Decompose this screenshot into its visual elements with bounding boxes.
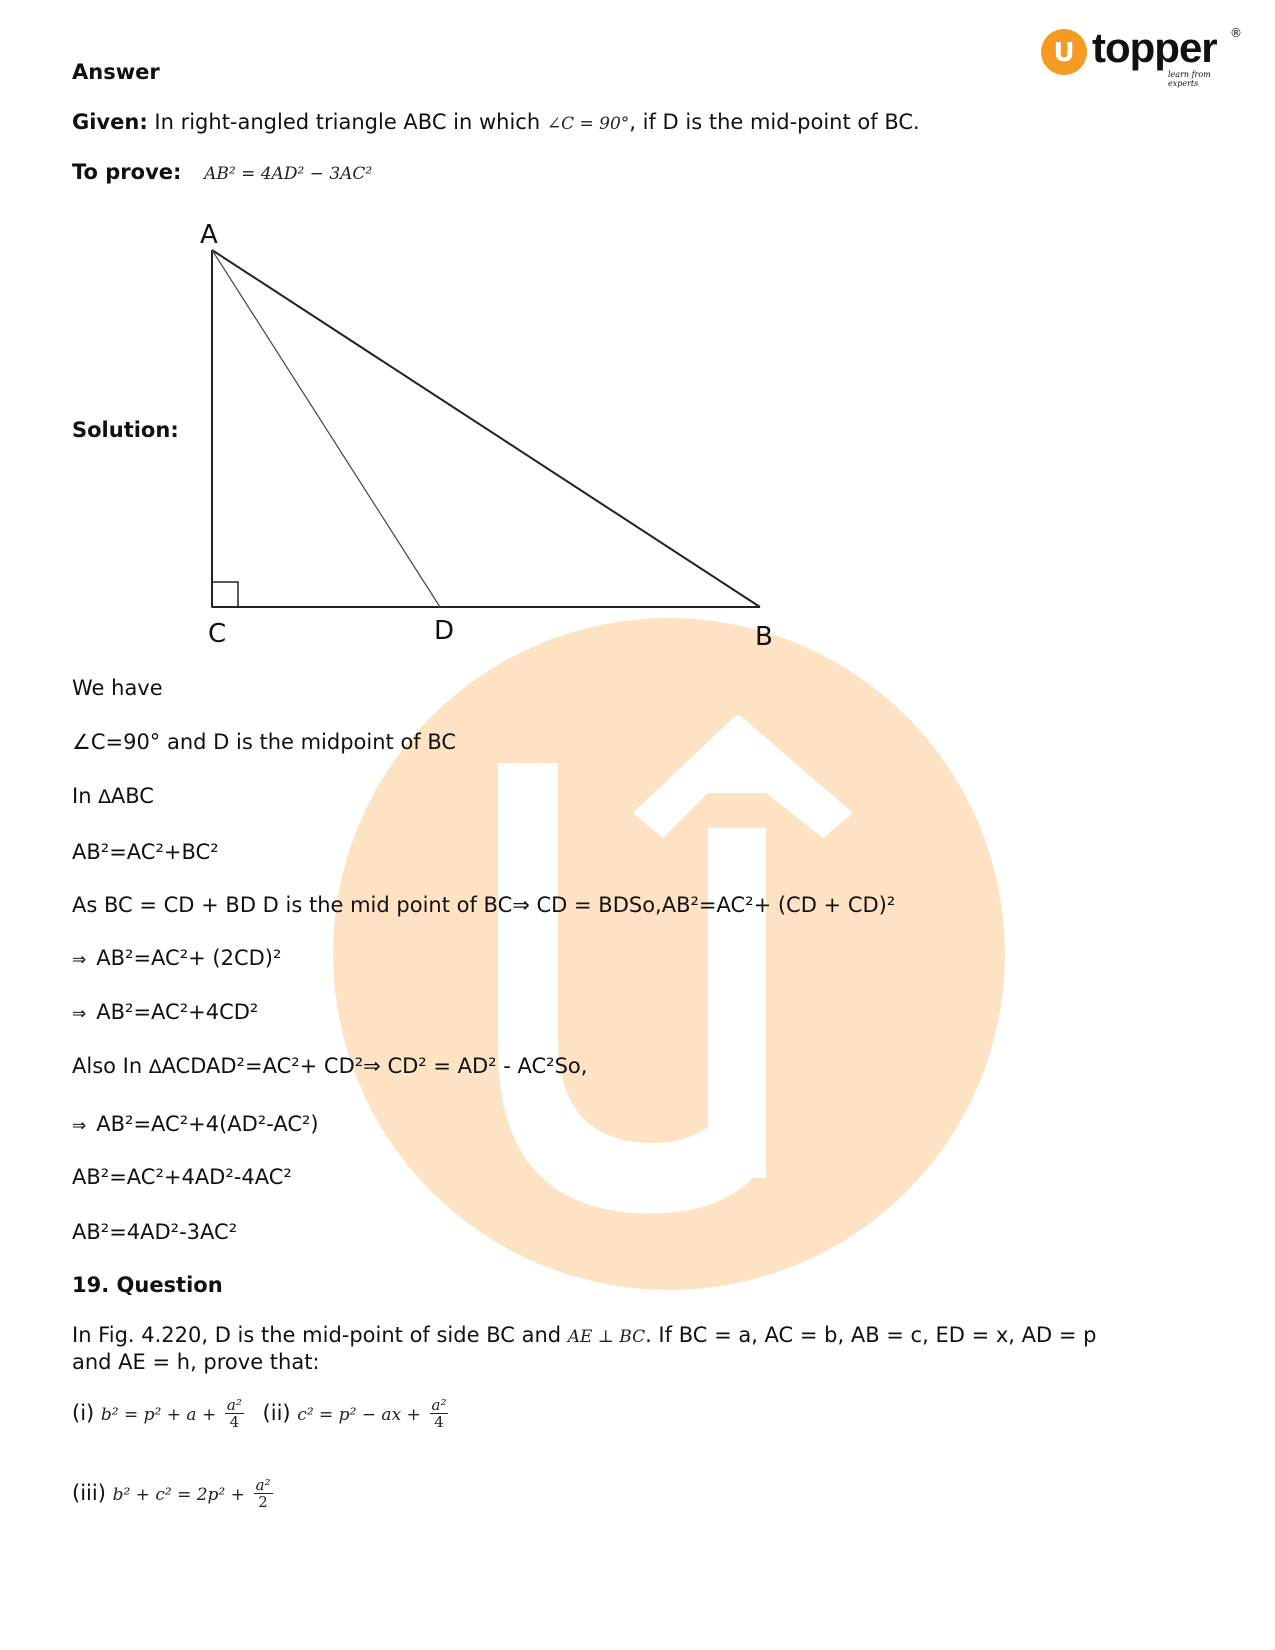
given-label: Given:: [72, 110, 148, 134]
part-3-label: (iii): [72, 1481, 106, 1505]
solution-line-6: [72, 1000, 258, 1024]
fraction-numerator: a²: [431, 1396, 447, 1414]
fraction-a2-over-4: [225, 1398, 244, 1430]
line-8-text: AB²=AC²+4(AD²-AC²): [96, 1112, 319, 1136]
solution-label: Solution:: [72, 418, 179, 442]
line-7-prefix: Also In: [72, 1054, 149, 1078]
question-text-1: In Fig. 4.220, D is the mid-point of side BC and: [72, 1323, 562, 1347]
vertex-label-d: D: [434, 616, 455, 646]
question-parts-line-1: [72, 1398, 450, 1430]
solution-line-8: [72, 1112, 319, 1136]
svg-text:U: U: [1053, 38, 1075, 68]
solution-line-3: AB²=AC²+BC²: [72, 840, 219, 864]
part-2-math: c² = p² − ax +: [297, 1405, 421, 1425]
line-5-text: AB²=AC²+ (2CD)²: [96, 946, 282, 970]
triangle-figure: [190, 215, 773, 652]
fraction-denominator: 4: [434, 1413, 444, 1431]
we-have-line: We have: [72, 676, 163, 700]
topper-badge-icon: [1040, 28, 1088, 76]
solution-line-4: As BC = CD + BD D is the mid point of BC⇒ CD = BDSo,AB²=AC²+ (CD + CD)²: [72, 893, 896, 917]
answer-heading: Answer: [72, 60, 160, 84]
solution-line-2: [72, 784, 154, 808]
vertex-label-a: A: [200, 220, 218, 250]
question-math: AE ⊥ BC: [567, 1327, 646, 1347]
part-3-math: b² + c² = 2p² +: [112, 1485, 245, 1505]
to-prove-math: AB² = 4AD² − 3AC²: [204, 164, 373, 184]
given-text: In right-angled triangle ABC in which: [154, 110, 541, 134]
given-math: ∠C = 90°: [546, 114, 630, 134]
vertex-label-b: B: [755, 622, 773, 652]
registered-mark: ®: [1230, 26, 1242, 40]
line-7-rest: ACDAD²=AC²+ CD²⇒ CD² = AD² - AC²So,: [161, 1054, 588, 1078]
fraction-numerator: a²: [255, 1476, 271, 1494]
fraction-a2-over-2: [254, 1478, 273, 1510]
part-1-label: (i): [72, 1401, 95, 1425]
right-angle-marker: [212, 582, 238, 607]
fraction-numerator: a²: [226, 1396, 242, 1414]
question-parts-line-2: [72, 1478, 275, 1510]
implies-icon: ⇒: [72, 1116, 87, 1136]
part-1-math: b² = p² + a +: [100, 1405, 217, 1425]
line-2-prefix: In: [72, 784, 99, 808]
to-prove-label: To prove:: [72, 160, 182, 184]
side-ab: [212, 250, 760, 607]
solution-line-10: AB²=4AD²-3AC²: [72, 1220, 238, 1244]
given-line: [72, 110, 920, 134]
line-2-rest: ABC: [110, 784, 154, 808]
question-heading: 19. Question: [72, 1273, 223, 1297]
solution-line-5: [72, 946, 281, 970]
implies-icon: ⇒: [72, 1004, 87, 1024]
fraction-denominator: 4: [229, 1413, 240, 1431]
topper-logo: [1040, 26, 1240, 86]
triangle-symbol: ∆: [98, 786, 111, 808]
vertex-label-c: C: [208, 619, 227, 649]
question-text-2: . If BC = a, AC = b, AB = c, ED = x, AD = p: [645, 1323, 1097, 1347]
logo-tagline: learn from experts: [1168, 70, 1211, 88]
fraction-a2-over-4: [430, 1398, 449, 1430]
solution-line-7: [72, 1054, 587, 1078]
triangle-symbol: ∆: [148, 1056, 162, 1078]
question-text-line-2: and AE = h, prove that:: [72, 1350, 320, 1374]
to-prove-line: [72, 160, 372, 184]
implies-icon: ⇒: [72, 950, 87, 970]
solution-line-9: AB²=AC²+4AD²-4AC²: [72, 1165, 292, 1189]
part-2-label: (ii): [262, 1401, 291, 1425]
segment-ad: [212, 250, 440, 607]
line-6-text: AB²=AC²+4CD²: [96, 1000, 259, 1024]
question-text-line-1: [72, 1323, 1096, 1347]
fraction-denominator: 2: [258, 1493, 268, 1511]
solution-line-1: ∠C=90° and D is the midpoint of BC: [72, 730, 457, 754]
watermark-logo: [333, 618, 1005, 1290]
logo-brand-text: topper: [1092, 24, 1217, 71]
given-text-end: , if D is the mid-point of BC.: [629, 110, 920, 134]
